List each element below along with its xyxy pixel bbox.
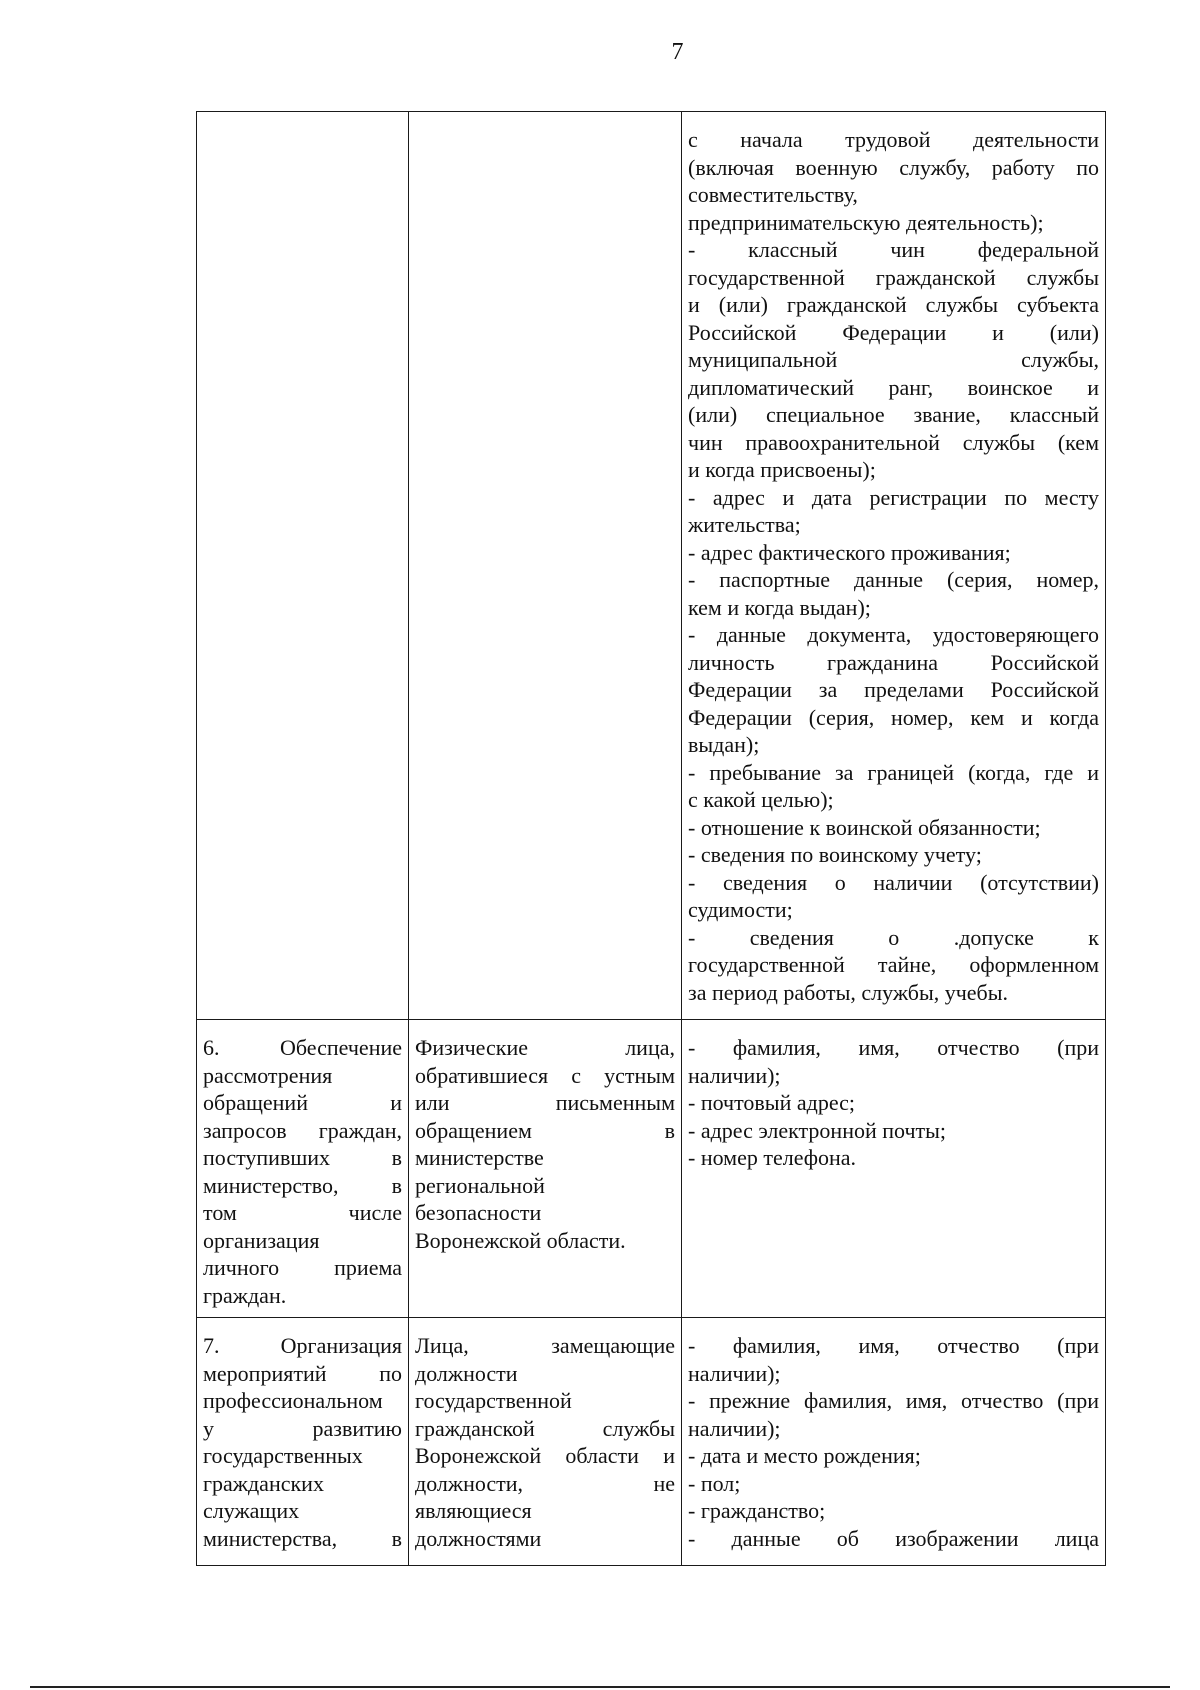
cell-line: обратившиеся с устным — [415, 1062, 675, 1088]
cell-line: Лица, замещающие — [415, 1333, 675, 1358]
cell-line: Российской Федерации и (или) — [688, 319, 1099, 345]
cell-line: безопасности — [415, 1200, 542, 1225]
cell-line: обращением в — [415, 1117, 675, 1143]
personal-data-table — [196, 111, 1106, 1566]
cell-line: - сведения о .допуске к — [688, 924, 1099, 950]
cell-line: - данные об изображении лица — [688, 1525, 1099, 1551]
cell-line: региональной — [415, 1172, 545, 1198]
cell-line: обращений и — [203, 1090, 402, 1115]
page-number: 7 — [671, 39, 684, 65]
cell-line: министерстве — [415, 1145, 544, 1170]
cell-line: - адрес и дата регистрации по месту — [688, 484, 1099, 510]
cell-line: наличии); — [688, 1415, 781, 1441]
cell-line: и когда присвоены); — [688, 457, 876, 482]
cell-line: государственных — [203, 1443, 363, 1468]
cell-line: жительства; — [688, 512, 801, 537]
subjects-cell — [409, 1318, 682, 1566]
cell-line: - пол; — [688, 1470, 741, 1496]
cell-line: (включая военную службу, работу по — [688, 154, 1099, 180]
cell-line: Воронежской области. — [415, 1227, 626, 1253]
cell-line: - гражданство; — [688, 1498, 826, 1523]
cell-line: профессиональном — [203, 1388, 383, 1413]
cell-line: Федерации (серия, номер, кем и когда — [688, 704, 1099, 730]
cell-line: государственной гражданской службы — [688, 264, 1099, 290]
cell-line: наличии); — [688, 1360, 781, 1386]
cell-line: государственной тайне, оформленном — [688, 952, 1099, 977]
cell-line: министерства, в — [203, 1525, 402, 1551]
data-categories-cell — [682, 1318, 1106, 1566]
data-categories-cell — [682, 1020, 1106, 1318]
cell-line: - сведения по воинскому учету; — [688, 842, 982, 867]
cell-line: дипломатический ранг, воинское и — [688, 374, 1099, 400]
cell-line: - отношение к воинской обязанности; — [688, 814, 1041, 840]
cell-line: - классный чин федеральной — [688, 237, 1099, 262]
cell-line: - данные документа, удостоверяющего — [688, 622, 1099, 647]
cell-line: - прежние фамилия, имя, отчество (при — [688, 1388, 1099, 1413]
cell-line: и (или) гражданской службы субъекта — [688, 292, 1099, 317]
cell-line: должностями — [415, 1525, 542, 1551]
cell-line: совместительству, — [688, 182, 858, 207]
cell-line: с какой целью); — [688, 787, 834, 812]
cell-line: - адрес электронной почты; — [688, 1117, 947, 1143]
cell-line: - номер телефона. — [688, 1145, 857, 1170]
cell-line: (или) специальное звание, классный — [688, 402, 1099, 427]
purpose-cell — [197, 1020, 409, 1318]
table-row — [197, 112, 1106, 1020]
cell-line: Физические лица, — [415, 1035, 675, 1060]
cell-line: предпринимательскую деятельность); — [688, 209, 1044, 235]
cell-line: за период работы, службы, учебы. — [688, 979, 1009, 1005]
table-row — [197, 1318, 1106, 1566]
cell-line: - фамилия, имя, отчество (при — [688, 1333, 1099, 1358]
cell-line: - дата и место рождения; — [688, 1443, 921, 1468]
cell-line: 7. Организация — [203, 1333, 402, 1358]
cell-line: - фамилия, имя, отчество (при — [688, 1035, 1099, 1060]
cell-line: Федерации за пределами Российской — [688, 677, 1099, 702]
cell-line: являющиеся — [415, 1498, 532, 1523]
cell-line: Воронежской области и — [415, 1443, 675, 1468]
cell-line: личность гражданина Российской — [688, 649, 1099, 675]
cell-line: у развитию — [203, 1415, 402, 1441]
cell-line: судимости; — [688, 897, 793, 922]
cell-line: - пребывание за границей (когда, где и — [688, 759, 1099, 785]
cell-line: с начала трудовой деятельности — [688, 127, 1099, 152]
cell-line: гражданской службы — [415, 1415, 675, 1441]
cell-line: 6. Обеспечение — [203, 1035, 402, 1060]
data-categories-cell — [682, 112, 1106, 1020]
cell-line: мероприятий по — [203, 1360, 402, 1386]
table-row — [197, 1020, 1106, 1318]
cell-line: министерство, в — [203, 1172, 402, 1198]
cell-line: рассмотрения — [203, 1062, 333, 1088]
cell-line: - почтовый адрес; — [688, 1090, 856, 1115]
cell-line: организация — [203, 1227, 320, 1253]
cell-line: - сведения о наличии (отсутствии) — [688, 869, 1099, 895]
cell-line: граждан. — [203, 1282, 287, 1308]
cell-line: должности, не — [415, 1470, 675, 1496]
subjects-cell — [409, 112, 682, 1020]
cell-line: муниципальной службы, — [688, 347, 1099, 372]
cell-line: гражданских — [203, 1470, 324, 1496]
cell-line: том числе — [203, 1200, 402, 1225]
cell-line: государственной — [415, 1388, 572, 1413]
cell-line: - адрес фактического проживания; — [688, 539, 1011, 565]
cell-line: - паспортные данные (серия, номер, — [688, 567, 1099, 592]
cell-line: наличии); — [688, 1062, 781, 1088]
scan-edge-divider — [30, 1686, 1170, 1688]
cell-line: служащих — [203, 1498, 300, 1523]
cell-line: должности — [415, 1360, 518, 1386]
purpose-cell — [197, 1318, 409, 1566]
cell-line: личного приема — [203, 1255, 402, 1280]
cell-line: запросов граждан, — [203, 1117, 402, 1143]
cell-line: чин правоохранительной службы (кем — [688, 429, 1099, 455]
cell-line: кем и когда выдан); — [688, 594, 871, 620]
cell-line: или письменным — [415, 1090, 675, 1115]
cell-line: поступивших в — [203, 1145, 402, 1170]
cell-line: выдан); — [688, 732, 760, 757]
purpose-cell — [197, 112, 409, 1020]
subjects-cell — [409, 1020, 682, 1318]
